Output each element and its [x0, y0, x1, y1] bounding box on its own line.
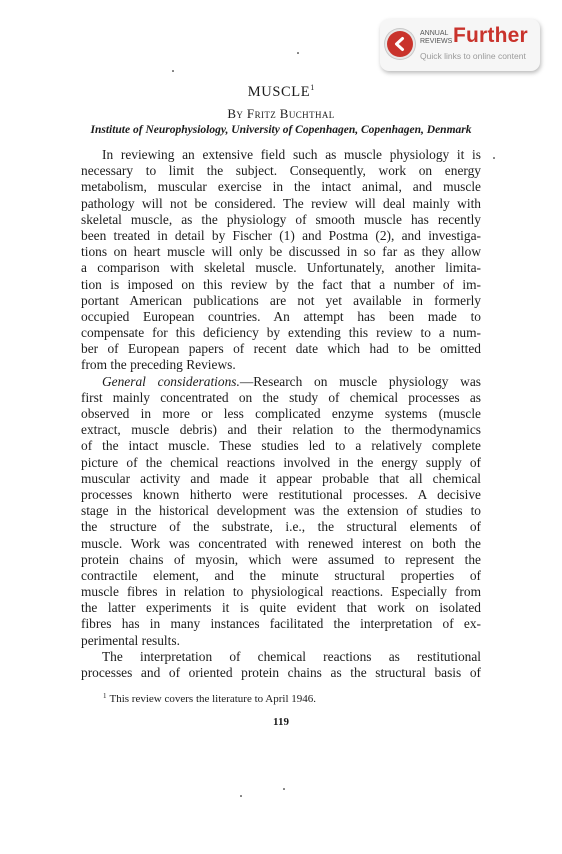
body-line: pathology will not be considered. The review will deal mainly with — [81, 195, 481, 211]
article-body — [81, 147, 481, 681]
badge-subtitle: Quick links to online content — [420, 51, 526, 61]
body-line: muscle. Work was concentrated with renewed interest on both the — [81, 535, 481, 551]
body-line: perimental results. — [81, 632, 180, 648]
title-footnote-marker: 1 — [310, 83, 315, 92]
body-line: of the intact muscle. These studies led to a relatively complete — [81, 438, 481, 454]
affiliation-line: Institute of Neurophysiology, University of Copenhagen, Copenhagen, Denmark — [90, 124, 472, 136]
section-heading: General considerations. — [102, 373, 240, 389]
body-line: metabolism, muscular exercise in the intact animal, and muscle — [81, 179, 481, 195]
footnote — [103, 692, 316, 705]
article-title — [0, 83, 562, 101]
section-start-line — [81, 374, 481, 390]
title-text: MUSCLE — [247, 84, 311, 100]
body-line: necessary to limit the subject. Consequently, work on energy — [81, 163, 481, 179]
body-line: picture of the chemical reactions involved in the energy supply of — [81, 454, 481, 470]
body-line: portant American publications are not yet available in formerly — [81, 292, 481, 308]
annual-reviews-logo — [420, 30, 453, 45]
body-line: from the preceding Reviews. — [81, 357, 236, 373]
body-line: The interpretation of chemical reactions as restitutional — [102, 648, 481, 664]
body-line: been treated in detail by Fischer (1) and Postma (2), and investiga- — [81, 227, 481, 243]
body-line: the latter experiments it is quite evident that work on isolated — [81, 600, 481, 616]
footnote-text: This review covers the literature to April 1946. — [109, 693, 316, 705]
page-number: 119 — [273, 716, 289, 728]
body-line: skeletal muscle, as the physiology of smooth muscle has recently — [81, 211, 481, 227]
body-line: first mainly concentrated on the study of chemical processes as — [81, 389, 481, 405]
body-line: processes known hitherto were restitutional processes. A decisive — [81, 486, 481, 502]
section-start-text: —Research on muscle physiology was — [239, 373, 481, 389]
body-line: In reviewing an extensive field such as muscle physiology it is — [102, 147, 481, 162]
body-line: tion is imposed on this review by the fact that a number of im- — [81, 276, 481, 292]
scan-speck — [493, 157, 495, 159]
body-line: tions on heart muscle will only be discussed in so far as they allow — [81, 244, 481, 260]
body-line: muscular activity and made it appear probable that all chemical — [81, 470, 481, 486]
body-line: fibres has in many instances facilitated the interpretation of ex- — [81, 616, 481, 632]
further-badge[interactable] — [380, 19, 540, 71]
body-line: compensate for this deficiency by extending this review to a num- — [81, 325, 481, 341]
body-line: the structure of the substrate, i.e., the structural elements of — [81, 519, 481, 535]
badge-annual-text: ANNUAL — [420, 30, 449, 37]
body-line: stage in the historical development was the extension of studies to — [81, 503, 481, 519]
scan-speck — [172, 70, 174, 72]
author-line: By Fritz Buchthal — [227, 106, 335, 121]
body-line: occupied European countries. An attempt has been made to — [81, 308, 481, 324]
scan-speck — [283, 788, 285, 790]
body-line: a comparison with skeletal muscle. Unfortunately, another limita- — [81, 260, 481, 276]
badge-further-text: Further — [453, 24, 528, 47]
scan-speck — [297, 52, 299, 54]
scan-speck — [240, 795, 242, 797]
footnote-marker: 1 — [103, 692, 107, 700]
body-line: protein chains of myosin, which were assumed to represent the — [81, 551, 481, 567]
body-line: muscle fibres in relation to physiological reactions. Especially from — [81, 584, 481, 600]
body-line: processes and of oriented protein chains as the structural basis of — [81, 665, 481, 680]
body-line: extract, muscle debris) and their relation to the thermodynamics — [81, 422, 481, 438]
body-line: contractile element, and the minute structural properties of — [81, 567, 481, 583]
badge-reviews-text: REVIEWS — [420, 37, 453, 45]
body-line: ber of European papers of recent date which had to be omitted — [81, 341, 481, 357]
arrow-left-icon — [387, 31, 413, 57]
body-line: observed in more or less complicated enzyme systems (muscle — [81, 406, 481, 421]
